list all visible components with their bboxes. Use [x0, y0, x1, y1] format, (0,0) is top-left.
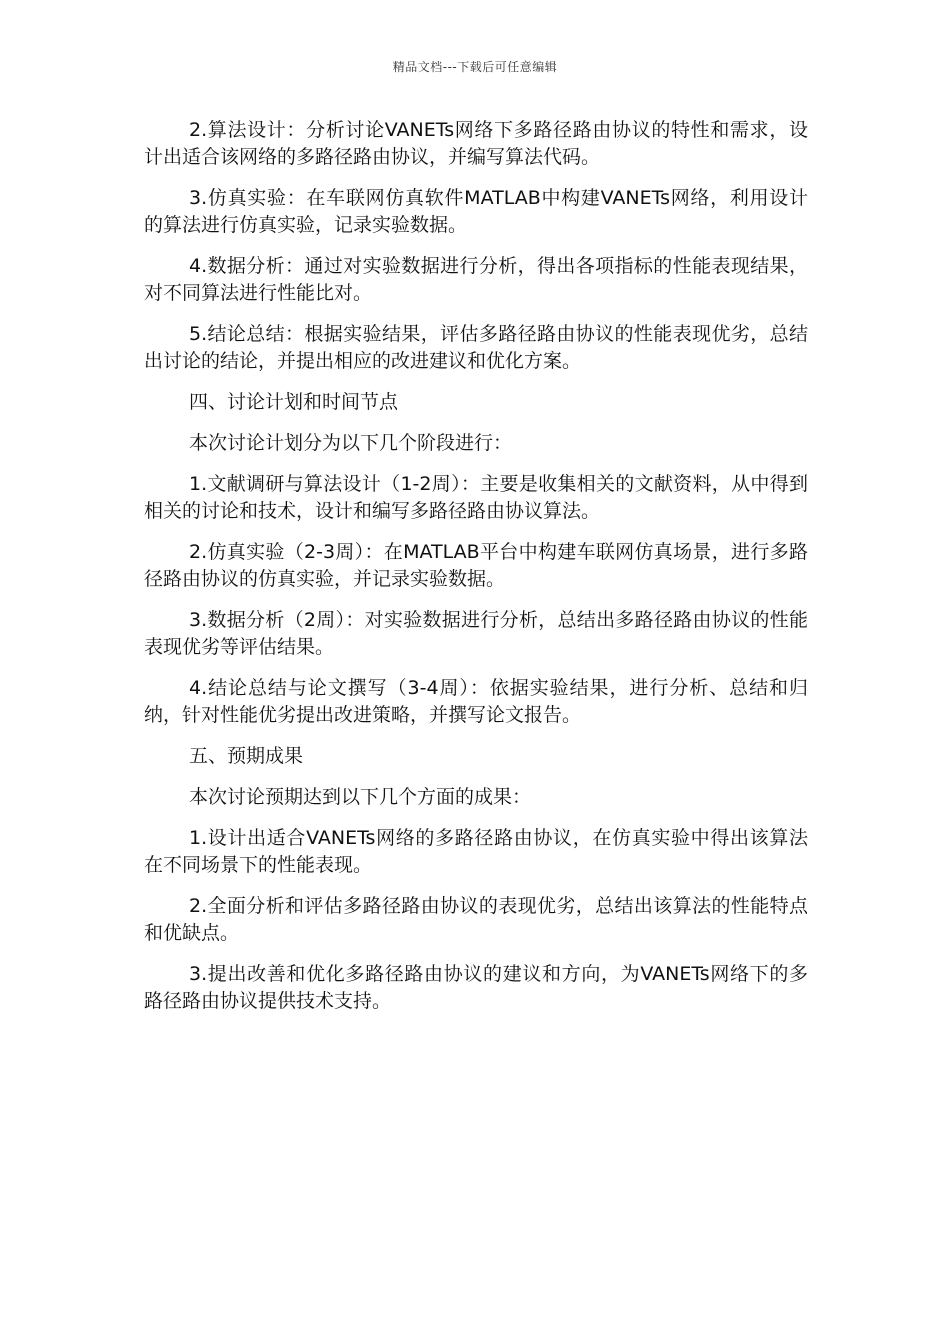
- paragraph-simulation: 3.仿真实验：在车联网仿真软件MATLAB中构建VANETs网络，利用设计的算法进行仿真实验，记录实验数据。: [144, 187, 808, 236]
- section-heading-outcomes: 五、预期成果: [189, 745, 304, 767]
- paragraph-conclusion: 5.结论总结：根据实验结果，评估多路径路由协议的性能表现优劣，总结出讨论的结论，并提出相应的改进建议和优化方案。: [144, 323, 808, 372]
- plan-stage-1: 1.文献调研与算法设计（1-2周）：主要是收集相关的文献资料，从中得到相关的讨论和技术，设计和编写多路径路由协议算法。: [144, 473, 808, 522]
- plan-stage-3: 3.数据分析（2周）：对实验数据进行分析，总结出多路径路由协议的性能表现优劣等评估结果。: [144, 609, 808, 658]
- document-body: [144, 117, 808, 1029]
- paragraph-data-analysis: 4.数据分析：通过对实验数据进行分析，得出各项指标的性能表现结果，对不同算法进行性能比对。: [144, 255, 808, 304]
- outcome-3: 3.提出改善和优化多路径路由协议的建议和方向，为VANETs网络下的多路径路由协议提供技术支持。: [144, 963, 808, 1012]
- section-heading-plan: 四、讨论计划和时间节点: [189, 391, 399, 413]
- page-header: 精品文档---下载后可任意编辑: [392, 60, 558, 74]
- outcome-1: 1.设计出适合VANETs网络的多路径路由协议，在仿真实验中得出该算法在不同场景下的性能表现。: [144, 827, 808, 876]
- paragraph-outcomes-intro: 本次讨论预期达到以下几个方面的成果：: [189, 786, 532, 808]
- plan-stage-4: 4.结论总结与论文撰写（3-4周）：依据实验结果，进行分析、总结和归纳，针对性能优劣提出改进策略，并撰写论文报告。: [144, 677, 808, 726]
- plan-stage-2: 2.仿真实验（2-3周）：在MATLAB平台中构建车联网仿真场景，进行多路径路由协议的仿真实验，并记录实验数据。: [144, 541, 808, 590]
- paragraph-algorithm-design: 2.算法设计：分析讨论VANETs网络下多路径路由协议的特性和需求，设计出适合该网络的多路径路由协议，并编写算法代码。: [144, 119, 808, 168]
- paragraph-plan-intro: 本次讨论计划分为以下几个阶段进行：: [189, 432, 513, 454]
- outcome-2: 2.全面分析和评估多路径路由协议的表现优劣，总结出该算法的性能特点和优缺点。: [144, 895, 808, 944]
